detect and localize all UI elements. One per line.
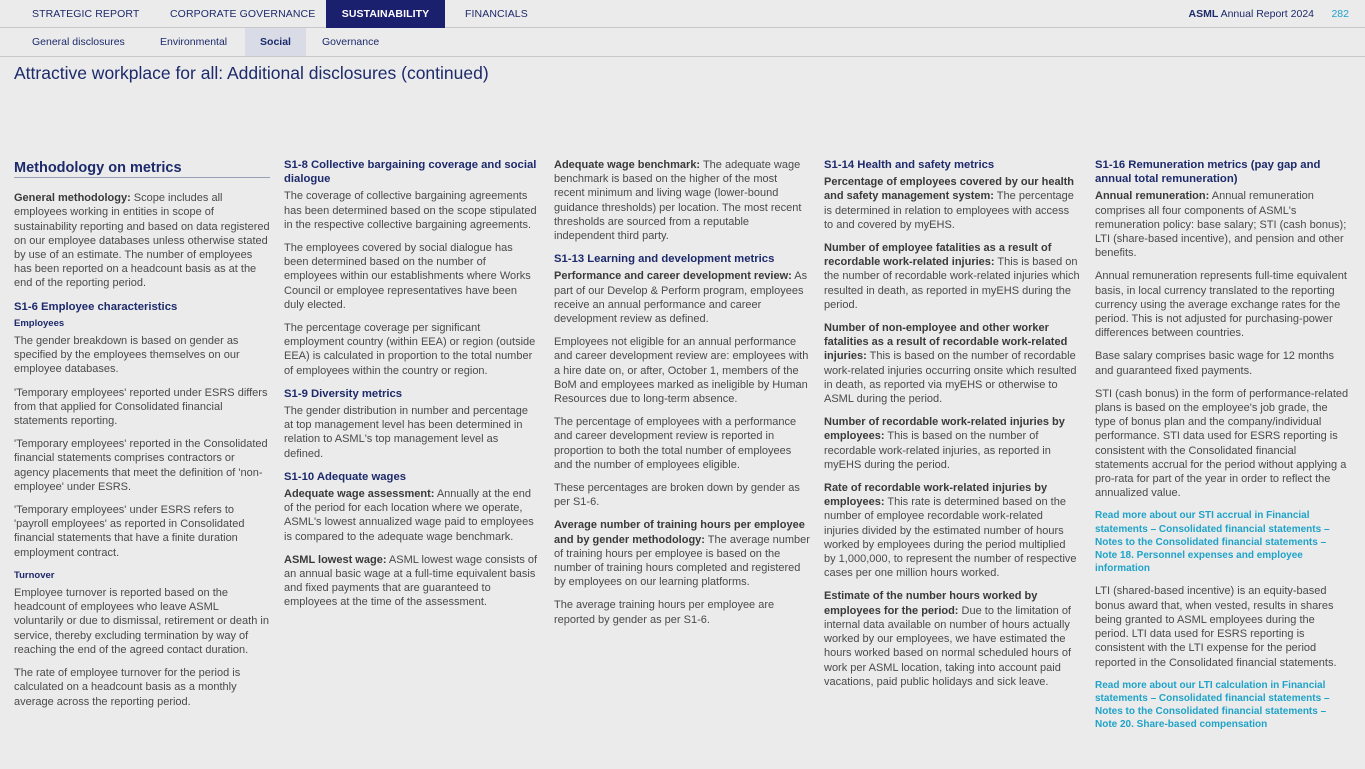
paragraph: Number of non-employee and other worker fatalities as a result of recordable work-related injuries: This is based on the number of recordable work-related injuries occurring onsite which resulted in death, as reported via myEHS or otherwise to ASML during the period. <box>824 322 1077 406</box>
read-more-sti-link[interactable]: Read more about our STI accrual in Financial statements – Consolidated financial statements – Notes to the Consolidated financial statements – Note 18. Personnel expenses and employee information <box>1095 510 1330 575</box>
paragraph: The average training hours per employee are reported by gender as per S1-6. <box>554 599 775 626</box>
report-brand <box>1189 0 1315 28</box>
tab-sustainability[interactable]: SUSTAINABILITY <box>326 0 445 28</box>
paragraph: 'Temporary employees' reported under ESRS differs from that applied for Consolidated financial statements reporting. <box>14 386 268 428</box>
report-name: Annual Report 2024 <box>1220 8 1314 20</box>
heading-s1-6: S1-6 Employee characteristics <box>14 300 178 313</box>
heading-s1-10: S1-10 Adequate wages <box>284 470 407 483</box>
paragraph: Estimate of the number hours worked by employees for the period: Due to the limitation of internal data available on number of hours actually worked by our employees, we have estimated the hours worked based on normal scheduled hours of work per ASML location, taking into account paid vacations, paid public holidays and sick leave. <box>824 590 1072 688</box>
tab-financials[interactable]: FINANCIALS <box>465 8 528 20</box>
paragraph: Employee turnover is reported based on the headcount of employees who leave ASML voluntarily or due to dismissal, retirement or death in service, thereby excluding termination by way of reaching the end of the agreed contact duration. <box>14 587 269 656</box>
paragraph: Base salary comprises basic wage for 12 months and guaranteed fixed payments. <box>1095 350 1335 377</box>
paragraph: STI (cash bonus) in the form of performance-related plans is based on the employee's job grade, the type of bonus plan and the company/individual performance. STI data used for ESRS reporting is consistent with the Consolidated financial statements accrual for the period without applying a pro-rata for part of the year in order to reflect the annualized value. <box>1095 387 1349 500</box>
tab-corporate-governance[interactable]: CORPORATE GOVERNANCE <box>170 8 316 20</box>
paragraph: 'Temporary employees' under ESRS refers to 'payroll employees' as reported in Consolidated financial statements that have a finite duration employment contract. <box>14 504 245 559</box>
heading-s1-8: S1-8 Collective bargaining coverage and social dialogue <box>284 159 537 186</box>
paragraph: These percentages are broken down by gender as per S1-6. <box>554 482 800 509</box>
column-wages-learning <box>554 158 810 636</box>
paragraph: The gender breakdown is based on gender as specified by the employees themselves on our employee databases. <box>14 335 240 376</box>
top-navigation <box>0 0 1365 28</box>
subtab-general-disclosures[interactable]: General disclosures <box>32 36 125 48</box>
column-methodology <box>14 158 270 718</box>
subtab-governance[interactable]: Governance <box>322 36 380 48</box>
paragraph: The employees covered by social dialogue has been determined based on the number of employees within our establishments where Works Council or employee representatives have been duly elected. <box>284 242 531 311</box>
brand-name: ASML <box>1188 8 1219 20</box>
paragraph: 'Temporary employees' reported in the Consolidated financial statements comprises contractors or agency placements that meet the definition of 'non-employee' under ESRS. <box>14 438 268 493</box>
paragraph: Number of recordable work-related injuries by employees: This is based on the number of recordable work-related injuries, as reported in myEHS during the period. <box>824 416 1065 471</box>
paragraph: Annual remuneration represents full-time equivalent basis, in local currency translated to the reporting currency using the average exchange rates for the period. This is not adjusted for purchasing-power differences between countries. <box>1095 270 1347 340</box>
column-bargaining-diversity-wages <box>284 158 540 619</box>
paragraph: Annual remuneration: Annual remuneration comprises all four components of ASML's remuneration policy: base salary; STI (cash bonus); LTI (share-based incentive), and pension and other benefits. <box>1095 190 1347 260</box>
heading-s1-13: S1-13 Learning and development metrics <box>554 253 775 266</box>
column-remuneration <box>1095 158 1351 741</box>
subtab-environmental[interactable]: Environmental <box>160 36 228 48</box>
paragraph: The percentage of employees with a performance and career development review is reported in proportion to both the total number of employees and the number of employees eligible. <box>554 416 797 471</box>
sub-navigation <box>0 28 1365 57</box>
paragraph: Rate of recordable work-related injuries by employees: This rate is determined based on the number of employee recordable work-related injuries divided by the estimated number of hours worked by employees during the period multiplied by 1,000,000, to represent the number of respective cases per one million hours worked. <box>824 482 1077 580</box>
paragraph: The rate of employee turnover for the period is calculated on a headcount basis as a monthly average across the reporting period. <box>14 667 241 708</box>
paragraph: ASML lowest wage: ASML lowest wage consists of an annual basic wage at a full-time equivalent basis and fixed payments that are guaranteed to employees at the time of the assessment. <box>284 553 538 609</box>
heading-s1-9: S1-9 Diversity metrics <box>284 387 403 400</box>
column-health-safety <box>824 158 1080 698</box>
subtab-social[interactable]: Social <box>245 28 306 56</box>
paragraph: Number of employee fatalities as a result of recordable work-related injuries: This is based on the number of recordable work-related injuries which resulted in death, as reported in myEHS during the period. <box>824 242 1080 311</box>
paragraph: Average number of training hours per employee and by gender methodology: The average number of training hours per employee is based on the number of training hours completed and registered by employees on our learning platforms. <box>554 519 810 589</box>
subheading-employees: Employees <box>14 317 65 329</box>
paragraph: Percentage of employees covered by our health and safety management system: The percentage is determined in relation to employees with access to and covered by myEHS. <box>824 176 1075 231</box>
paragraph: Performance and career development review: As part of our Develop & Perform program, employees receive an annual performance and career development review as defined. <box>554 270 808 326</box>
read-more-lti-link[interactable]: Read more about our LTI calculation in Financial statements – Consolidated financial statements – Notes to the Consolidated financial statements – Note 20. Share-based compensation <box>1095 679 1330 731</box>
paragraph: Employees not eligible for an annual performance and career development review are: employees with a hire date on, or after, October 1, members of the BoM and employees marked as ineligible by Human Resources due to long-term absence. <box>554 336 809 406</box>
tab-strategic-report[interactable]: STRATEGIC REPORT <box>32 8 140 20</box>
subheading-turnover: Turnover <box>14 569 55 581</box>
heading-s1-16: S1-16 Remuneration metrics (pay gap and annual total remuneration) <box>1095 159 1321 186</box>
heading-s1-14: S1-14 Health and safety metrics <box>824 159 995 171</box>
page-title: Attractive workplace for all: Additional disclosures (continued) <box>14 63 489 83</box>
page-number: 282 <box>1331 8 1349 20</box>
paragraph: Adequate wage benchmark: The adequate wage benchmark is based on the higher of the most recent minimum and living wage (lower-bound guidance thresholds) per location. The most recent thresholds are sourced from a reputable independent third party. <box>554 159 802 243</box>
paragraph: The gender distribution in number and percentage at top management level has been determined in relation to ASML's top management level as defined. <box>284 405 528 460</box>
section-heading-methodology: Methodology on metrics <box>14 158 270 178</box>
paragraph: The coverage of collective bargaining agreements has been determined based on the scope stipulated in the respective collective bargaining agreements. <box>284 190 537 231</box>
paragraph: Adequate wage assessment: Annually at the end of the period for each location where we operate, ASML's lowest annualized wage paid to employees is compared to the adequate wage benchmark. <box>284 488 534 543</box>
paragraph: General methodology: Scope includes all employees working in entities in scope of sustainability reporting and based on data registered on our employee databases unless otherwise stated by use of an estimate. The number of employees has been reported on a headcount basis as at the end of the reporting period. <box>14 192 270 290</box>
paragraph: LTI (shared-based incentive) is an equity-based bonus award that, when vested, results in shares being granted to ASML employees during the period. LTI data used for ESRS reporting is consistent with the LTI expense for the period reported in the Consolidated financial statements. <box>1095 585 1337 669</box>
paragraph: The percentage coverage per significant employment country (within EEA) or region (outside EEA) is calculated in proportion to the total number of employees within the country or region. <box>284 322 536 377</box>
